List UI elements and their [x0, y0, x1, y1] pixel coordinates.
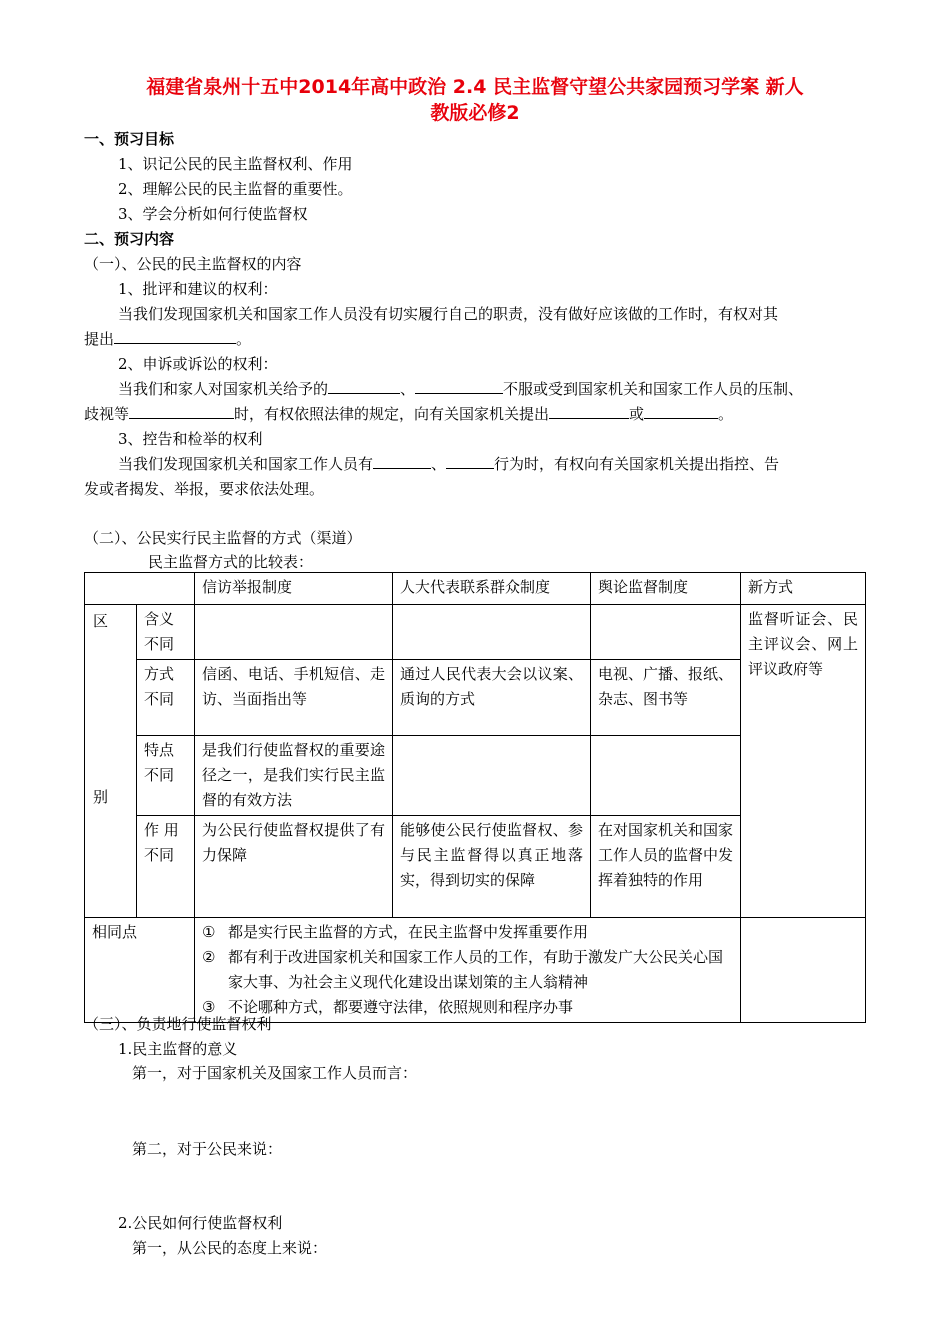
- significance-heading: 1.民主监督的意义: [118, 1040, 238, 1058]
- sub1-heading: 1、批评和建议的权利：: [118, 280, 278, 298]
- row-label: 含义 不同: [137, 605, 195, 660]
- table-cell: [591, 605, 741, 660]
- section2-heading: 二、预习内容: [84, 230, 175, 248]
- sub2-line2-d: 。: [718, 405, 734, 423]
- answer-blank[interactable]: [328, 379, 400, 394]
- sub2-line2-c: 或: [629, 405, 645, 423]
- title-line-1: 福建省泉州十五中2014年高中政治 2.4 民主监督守望公共家园预习学案 新人: [146, 76, 804, 98]
- objective-3: 3、学会分析如何行使监督权: [118, 205, 308, 223]
- common-row: [85, 918, 866, 1023]
- new-way-cell: 监督听证会、民主评议会、网上评议政府等: [741, 605, 866, 918]
- answer-blank[interactable]: [644, 404, 718, 419]
- sub2-heading: 2、申诉或诉讼的权利：: [118, 355, 278, 373]
- common-item-text: 都有利于改进国家机关和国家工作人员的工作，有助于激发广大公民关心国家大事、为社会主义现代化建设出谋划策的主人翁精神: [228, 948, 724, 991]
- header-empty-cell: [85, 573, 195, 605]
- sub2-line2: [84, 403, 733, 424]
- answer-blank[interactable]: [373, 454, 431, 469]
- group-label-top: 区: [93, 612, 109, 630]
- item-number: ①: [202, 923, 216, 941]
- sub2-line1-b: 、: [400, 380, 416, 398]
- table-cell: 在对国家机关和国家工作人员的监督中发挥着独特的作用: [591, 816, 741, 918]
- row-label: 特点 不同: [137, 736, 195, 816]
- table-cell: [591, 736, 741, 816]
- group-label-cell: [85, 605, 137, 918]
- how-to-heading: 2.公民如何行使监督权利: [118, 1214, 283, 1232]
- objective-1: 1、识记公民的民主监督权利、作用: [118, 155, 353, 173]
- title-line-2: 教版必修2: [430, 102, 520, 124]
- how-to-first: 第一，从公民的态度上来说：: [132, 1239, 328, 1257]
- common-label: 相同点: [85, 918, 195, 1023]
- common-empty-cell: [741, 918, 866, 1023]
- sub2-line1: [118, 378, 803, 399]
- sub3-line1-b: 、: [431, 455, 447, 473]
- table-cell: [393, 736, 591, 816]
- sub3-line1-c: 行为时，有权向有关国家机关提出指控、告: [494, 455, 780, 473]
- table-cell: [195, 605, 393, 660]
- table-cell: [393, 605, 591, 660]
- item-number: ③: [202, 998, 216, 1016]
- table-caption: 民主监督方式的比较表：: [148, 553, 314, 571]
- header-cell: 人大代表联系群众制度: [393, 573, 591, 605]
- page-title: [60, 74, 890, 126]
- common-item: [202, 945, 733, 995]
- sub3-heading: 3、控告和检举的权利: [118, 430, 263, 448]
- common-item-text: 都是实行民主监督的方式，在民主监督中发挥重要作用: [228, 923, 589, 941]
- sub1-line2: [84, 328, 251, 349]
- table-cell: 能够使公民行使监督权、参与民主监督得以真正地落实，得到切实的保障: [393, 816, 591, 918]
- table-cell: 信函、电话、手机短信、走访、当面指出等: [195, 660, 393, 736]
- row-label: 方式 不同: [137, 660, 195, 736]
- header-cell: 信访举报制度: [195, 573, 393, 605]
- part1-heading: （一）、公民的民主监督权的内容: [84, 255, 302, 273]
- sub2-line1-c: 不服或受到国家机关和国家工作人员的压制、: [503, 380, 804, 398]
- table-header-row: [85, 573, 866, 605]
- answer-blank[interactable]: [549, 404, 629, 419]
- table-cell: 电视、广播、报纸、杂志、图书等: [591, 660, 741, 736]
- header-cell: 新方式: [741, 573, 866, 605]
- significance-first: 第一，对于国家机关及国家工作人员而言：: [132, 1064, 418, 1082]
- sub1-line2-suffix: 。: [236, 330, 252, 348]
- item-number: ②: [202, 948, 216, 966]
- significance-second: 第二，对于公民来说：: [132, 1140, 283, 1158]
- row-label: 作 用 不同: [137, 816, 195, 918]
- answer-blank[interactable]: [415, 379, 503, 394]
- common-item: [202, 995, 733, 1020]
- sub1-line1: 当我们发现国家机关和国家工作人员没有切实履行自己的职责，没有做好应该做的工作时，有权对其: [118, 305, 779, 323]
- section1-heading: 一、预习目标: [84, 130, 175, 148]
- answer-blank[interactable]: [446, 454, 494, 469]
- answer-blank[interactable]: [114, 329, 236, 344]
- sub3-line1: [118, 453, 779, 474]
- common-items-cell: [195, 918, 741, 1023]
- sub3-line2: 发或者揭发、举报，要求依法处理。: [84, 480, 325, 498]
- common-item-text: 不论哪种方式，都要遵守法律，依照规则和程序办事: [228, 998, 574, 1016]
- sub2-line1-a: 当我们和家人对国家机关给予的: [118, 380, 329, 398]
- common-item: [202, 920, 733, 945]
- header-cell: 舆论监督制度: [591, 573, 741, 605]
- table-cell: 通过人民代表大会以议案、质询的方式: [393, 660, 591, 736]
- sub1-line2-prefix: 提出: [84, 330, 115, 348]
- objective-2: 2、理解公民的民主监督的重要性。: [118, 180, 353, 198]
- group-label-bottom: 别: [93, 788, 109, 806]
- comparison-table: [84, 572, 866, 1023]
- sub2-line2-b: 时，有权依照法律的规定，向有关国家机关提出: [234, 405, 550, 423]
- sub2-line2-a: 歧视等: [84, 405, 130, 423]
- table-cell: 为公民行使监督权提供了有力保障: [195, 816, 393, 918]
- table-row: [85, 605, 866, 660]
- sub3-line1-a: 当我们发现国家机关和国家工作人员有: [118, 455, 374, 473]
- part3-heading: （三）、负责地行使监督权利: [84, 1015, 272, 1033]
- table-cell: 是我们行使监督权的重要途径之一，是我们实行民主监督的有效方法: [195, 736, 393, 816]
- part2-heading: （二）、公民实行民主监督的方式（渠道）: [84, 529, 362, 547]
- answer-blank[interactable]: [129, 404, 234, 419]
